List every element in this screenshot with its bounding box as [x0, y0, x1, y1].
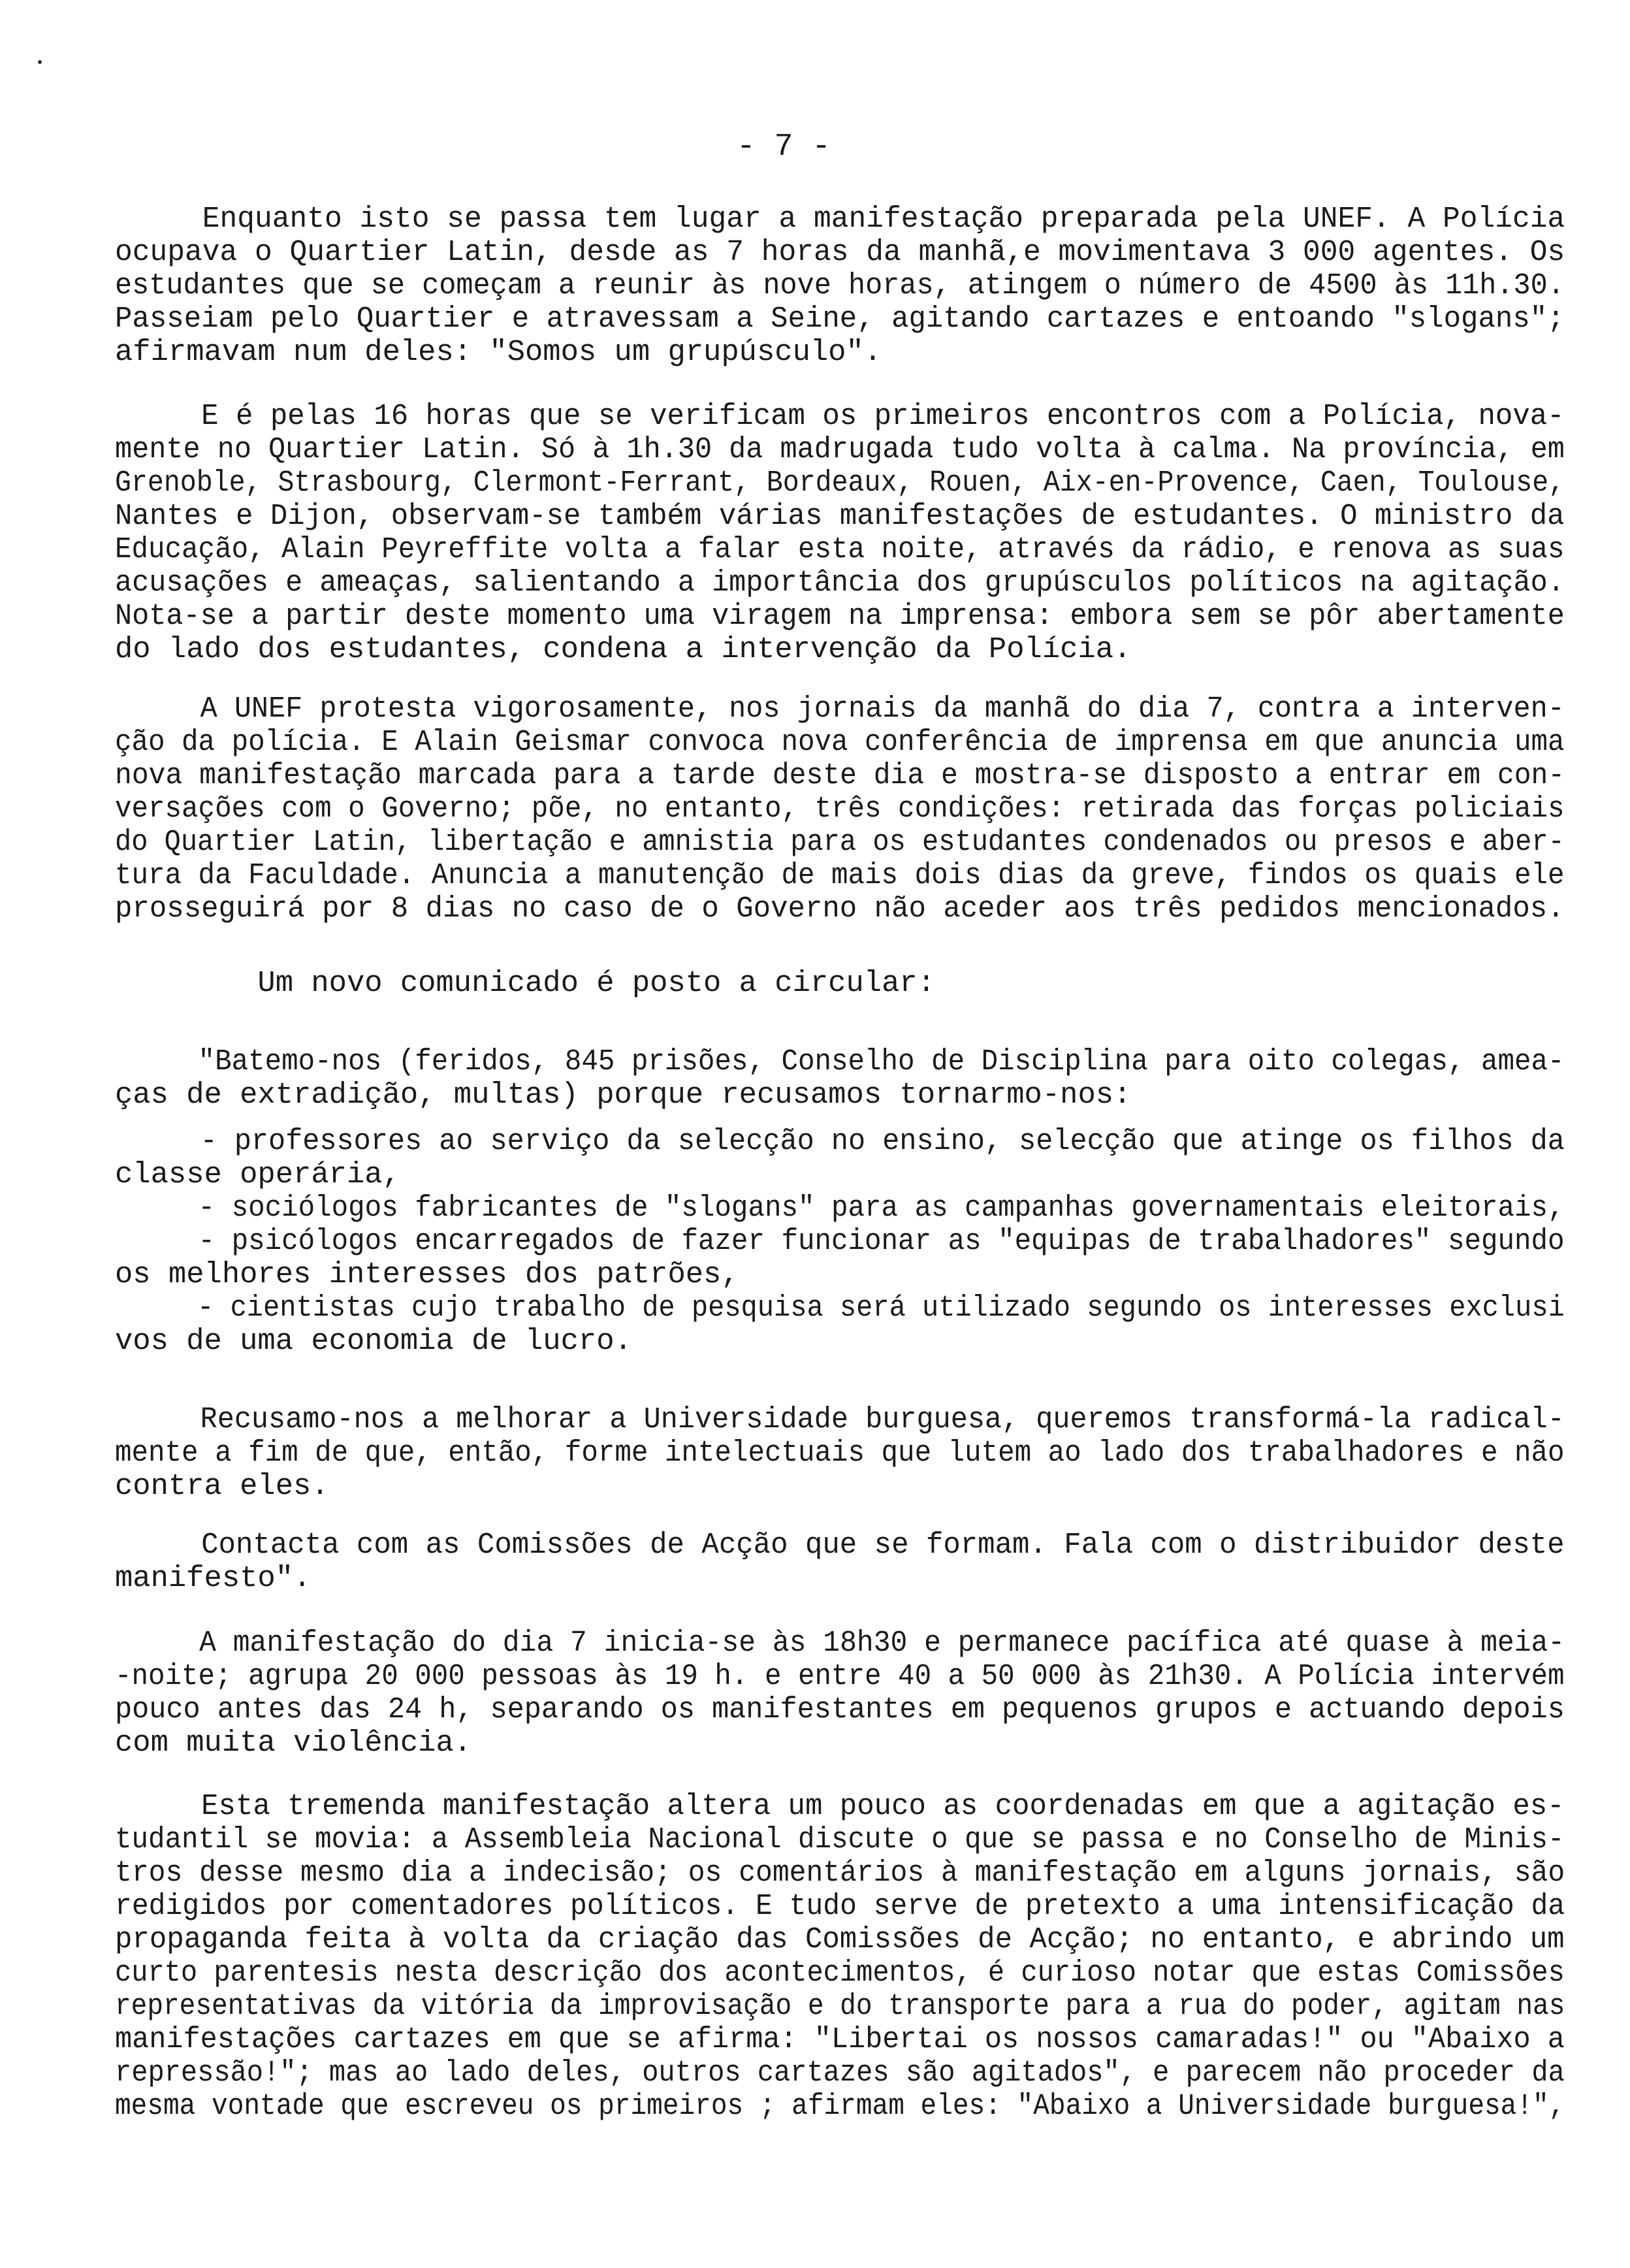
text-line: ção da polícia. E Alain Geismar convoca nova conferência de imprensa em que anuncia uma [115, 725, 1565, 759]
text-line: Enquanto isto se passa tem lugar a manifestação preparada pela UNEF. A Polícia [115, 202, 1565, 236]
text-line: mente a fim de que, então, forme intelectuais que lutem ao lado dos trabalhadores e não [115, 1436, 1565, 1470]
list-item-line: - professores ao serviço da selecção no ensino, selecção que atinge os filhos da [115, 1124, 1565, 1158]
text-line: tudantil se movia: a Assembleia Nacional discute o que se passa e no Conselho de Minis- [115, 1822, 1565, 1856]
text-line: ças de extradição, multas) porque recusamos tornarmo-nos: [115, 1078, 1132, 1112]
text-line: manifestações cartazes em que se afirma: "Libertai os nossos camaradas!" ou "Abaixo a [115, 2022, 1565, 2056]
text-line: com muita violência. [115, 1726, 472, 1760]
text-line: Um novo comunicado é posto a circular: [115, 966, 936, 1000]
quote-closing [115, 1529, 1565, 1595]
list-item-line: classe operária, [115, 1158, 400, 1191]
text-line: tura da Faculdade. Anuncia a manutenção de mais dois dias da greve, findos os quais ele [115, 858, 1565, 892]
text-line: Educação, Alain Peyreffite volta a falar esta noite, através da rádio, e renova as suas [115, 532, 1565, 566]
text-line: pouco antes das 24 h, separando os manifestantes em pequenos grupos e actuando depois [115, 1693, 1565, 1726]
text-line: A UNEF protesta vigorosamente, nos jornais da manhã do dia 7, contra a interven- [115, 692, 1565, 726]
quote-list [115, 1125, 1565, 1358]
text-line: do Quartier Latin, libertação e amnistia para os estudantes condenados ou presos e aber- [115, 825, 1565, 859]
text-line: curto parentesis nesta descrição dos acontecimentos, é curioso notar que estas Comissões [115, 1956, 1565, 1990]
text-line: Nantes e Dijon, observam-se também várias manifestações de estudantes. O ministro da [115, 499, 1565, 533]
text-line: Grenoble, Strasbourg, Clermont-Ferrant, Bordeaux, Rouen, Aix-en-Provence, Caen, Toulouse, [115, 466, 1565, 500]
text-line: afirmavam num deles: "Somos um grupúsculo". [115, 335, 882, 369]
quote-paragraph [115, 1403, 1565, 1503]
paragraph-4 [115, 967, 1565, 1000]
text-line: Esta tremenda manifestação altera um pouco as coordenadas em que a agitação es- [115, 1789, 1565, 1823]
list-item-line: - psicólogos encarregados de fazer funcionar as "equipas de trabalhadores" segundo [115, 1224, 1565, 1258]
text-line: representativas da vitória da improvisação e do transporte para a rua do poder, agitam nas [115, 1989, 1565, 2023]
text-line: redigidos por comentadores políticos. E tudo serve de pretexto a uma intensificação da [115, 1889, 1565, 1923]
text-line: estudantes que se começam a reunir às nove horas, atingem o número de 4500 às 11h.30. [115, 268, 1565, 302]
text-line: contra eles. [115, 1469, 329, 1503]
text-line: Recusamo-nos a melhorar a Universidade burguesa, queremos transformá-la radical- [115, 1402, 1565, 1436]
quote-intro [115, 1045, 1565, 1112]
page-number: - 7 - [736, 129, 831, 165]
text-line: Passeiam pelo Quartier e atravessam a Seine, agitando cartazes e entoando "slogans"; [115, 302, 1565, 336]
text-line: nova manifestação marcada para a tarde deste dia e mostra-se disposto a entrar em con- [115, 758, 1565, 792]
paragraph-5 [115, 1627, 1565, 1760]
text-line: mente no Quartier Latin. Só à 1h.30 da madrugada tudo volta à calma. Na província, em [115, 432, 1565, 466]
text-line: -noite; agrupa 20 000 pessoas às 19 h. e entre 40 a 50 000 às 21h30. A Polícia intervém [115, 1659, 1565, 1693]
text-line: A manifestação do dia 7 inicia-se às 18h30 e permanece pacífica até quase à meia- [115, 1626, 1565, 1660]
text-line: tros desse mesmo dia a indecisão; os comentários à manifestação em alguns jornais, são [115, 1856, 1565, 1890]
text-line: repressão!"; mas ao lado deles, outros cartazes são agitados", e parecem não proceder da [115, 2056, 1565, 2090]
list-item-line: vos de uma economia de lucro. [115, 1324, 632, 1358]
text-line: prosseguirá por 8 dias no caso de o Governo não aceder aos três pedidos mencionados. [115, 892, 1565, 926]
list-item-line: - cientistas cujo trabalho de pesquisa será utilizado segundo os interesses exclusi [115, 1291, 1565, 1325]
speck-mark [38, 60, 42, 64]
paragraph-1 [115, 202, 1565, 369]
paragraph-3 [115, 692, 1565, 926]
text-line: acusações e ameaças, salientando a importância dos grupúsculos políticos na agitação. [115, 566, 1565, 600]
text-line: versações com o Governo; põe, no entanto, três condições: retirada das forças policiais [115, 792, 1565, 826]
text-line: manifesto". [115, 1561, 312, 1595]
text-line: E é pelas 16 horas que se verificam os primeiros encontros com a Polícia, nova- [115, 399, 1565, 433]
text-line: "Batemo-nos (feridos, 845 prisões, Conselho de Disciplina para oito colegas, amea- [115, 1045, 1565, 1078]
paragraph-6 [115, 1790, 1565, 2123]
text-line: do lado dos estudantes, condena a intervenção da Polícia. [115, 632, 1132, 666]
text-line: Contacta com as Comissões de Acção que se formam. Fala com o distribuidor deste [115, 1528, 1565, 1562]
text-line: Nota-se a partir deste momento uma viragem na imprensa: embora sem se pôr abertamente [115, 599, 1565, 633]
list-item-line: os melhores interesses dos patrões, [115, 1257, 739, 1291]
text-line: mesma vontade que escreveu os primeiros ; afirmam eles: "Abaixo a Universidade burguesa!", [115, 2089, 1565, 2123]
text-line: propaganda feita à volta da criação das Comissões de Acção; no entanto, e abrindo um [115, 1922, 1565, 1956]
text-line: ocupava o Quartier Latin, desde as 7 horas da manhã,e movimentava 3 000 agentes. Os [115, 235, 1565, 269]
list-item-line: - sociólogos fabricantes de "slogans" para as campanhas governamentais eleitorais, [115, 1191, 1565, 1225]
paragraph-2 [115, 400, 1565, 666]
